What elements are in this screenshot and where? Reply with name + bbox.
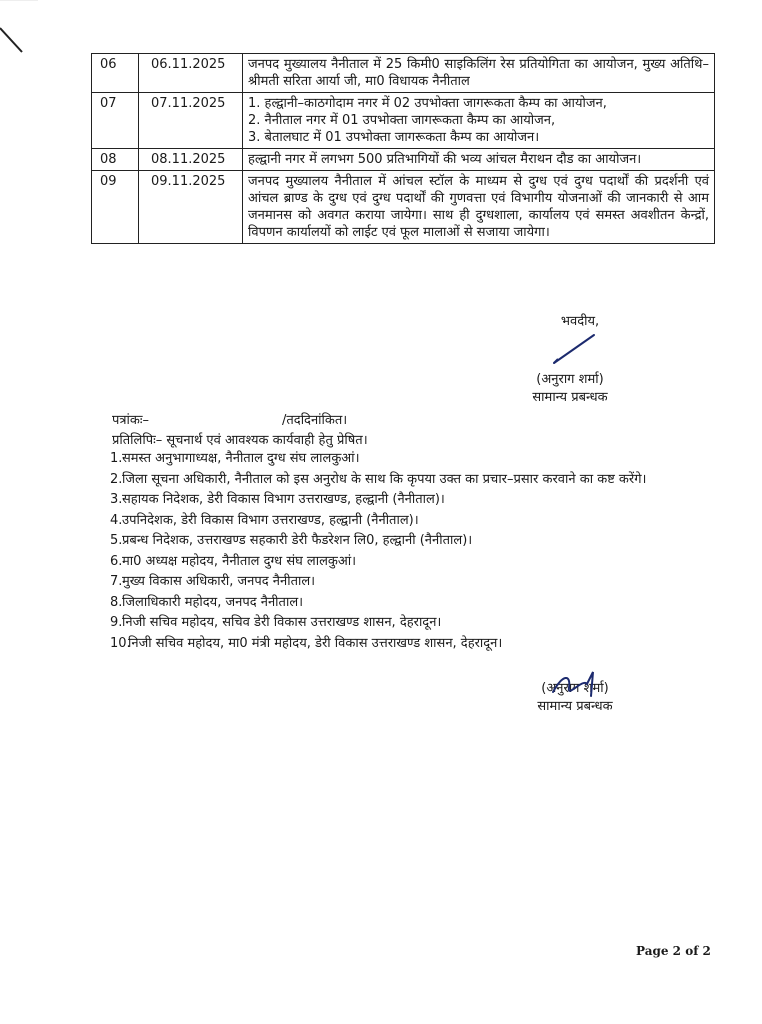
table-row	[92, 93, 715, 149]
list-item-number: 1.	[110, 451, 123, 466]
list-item-number: 5.	[110, 533, 123, 548]
list-item-text: मुख्य विकास अधिकारी, जनपद नैनीताल।	[122, 574, 316, 589]
description-line: 2. नैनीताल नगर में 01 उपभोक्ता जागरूकता कैम्प का आयोजन,	[248, 113, 556, 128]
list-item-number: 8.	[110, 594, 123, 610]
serial-cell: 08	[92, 149, 139, 171]
description-line: जनपद मुख्यालय नैनीताल में 25 किमी0 साइकिलिंग रेस प्रतियोगिता का आयोजन, मुख्य अतिथि– श्रीमती सरिता आर्या जी, मा0 विधायक नैनीताल	[248, 57, 709, 89]
serial-cell: 06	[92, 54, 139, 93]
description-cell	[243, 149, 715, 171]
list-item	[110, 490, 650, 511]
list-item-text: जिला सूचना अधिकारी, नैनीताल को इस अनुरोध के साथ कि कृपया उक्त का प्रचार–प्रसार करवाने का कष्ट करेंगे।	[122, 471, 647, 487]
tadadinankit-label: /तददिनांकित।	[282, 413, 348, 428]
list-item	[110, 531, 650, 552]
list-item-number: 10.	[110, 635, 131, 651]
list-item-number: 7.	[110, 574, 123, 589]
patrank-label: पत्रांकः–	[112, 413, 150, 428]
list-item-number: 9.	[110, 615, 123, 630]
table-row	[92, 54, 715, 93]
list-item	[110, 593, 650, 614]
signoff-top	[500, 313, 640, 407]
table-row	[92, 149, 715, 171]
corner-fold-mark	[0, 0, 40, 60]
description-cell	[243, 93, 715, 149]
description-cell	[243, 54, 715, 93]
list-item-text: सहायक निदेशक, डेरी विकास विभाग उत्तराखण्ड, हल्द्वानी (नैनीताल)।	[122, 492, 445, 507]
list-item	[110, 613, 650, 634]
description-line: हल्द्वानी नगर में लगभग 500 प्रतिभागियों की भव्य आंचल मैराथन दौड का आयोजन।	[248, 152, 642, 167]
date-cell: 09.11.2025	[139, 171, 243, 244]
description-line: 3. बेतालघाट में 01 उपभोक्ता जागरूकता कैम्प का आयोजन।	[248, 130, 540, 145]
events-table	[91, 53, 715, 244]
list-item-text: निजी सचिव महोदय, सचिव डेरी विकास उत्तराखण्ड शासन, देहरादून।	[122, 615, 442, 630]
signer-name: (अनुराग शर्मा)	[536, 372, 604, 387]
list-item	[110, 449, 650, 470]
list-item	[110, 511, 650, 532]
signer-name: (अनुराग शर्मा)	[541, 681, 609, 696]
date-cell: 08.11.2025	[139, 149, 243, 171]
list-item	[110, 470, 650, 491]
table-row	[92, 171, 715, 244]
description-line: जनपद मुख्यालय नैनीताल में आंचल स्टॉल के माध्यम से दुग्ध एवं दुग्ध पदार्थों की प्रदर्शनी एवं आंचल ब्राण्ड के दुग्ध एवं दुग्ध पदार्थों की गुणवत्ता एवं विभागीय योजनाओं की जानकारी से आम जनमानस को अवगत कराया जायेगा। साथ ही दुग्धशाला, कार्यालय एवं समस्त अवशीतन केन्द्रों, विपणन कार्यालयों को लाईट एवं फूल मालाओं से सजाया जायेगा।	[248, 174, 709, 240]
signoff-bottom	[505, 680, 645, 716]
page-number: Page 2 of 2	[636, 944, 711, 958]
list-item	[110, 634, 650, 655]
list-item	[110, 572, 650, 593]
list-item-text: जिलाधिकारी महोदय, जनपद नैनीताल।	[122, 594, 304, 610]
signature-mark	[548, 329, 608, 369]
serial-cell: 07	[92, 93, 139, 149]
recipient-list	[110, 449, 650, 654]
closing-text: भवदीय,	[560, 314, 600, 329]
list-item-text: निजी सचिव महोदय, मा0 मंत्री महोदय, डेरी विकास उत्तराखण्ड शासन, देहरादून।	[128, 635, 503, 651]
list-item-text: प्रबन्ध निदेशक, उत्तराखण्ड सहकारी डेरी फैडरेशन लि0, हल्द्वानी (नैनीताल)।	[122, 533, 473, 548]
description-line: 1. हल्द्वानी–काठगोदाम नगर में 02 उपभोक्ता जागरूकता कैम्प का आयोजन,	[248, 96, 607, 111]
list-item-number: 2.	[110, 471, 123, 487]
date-cell: 06.11.2025	[139, 54, 243, 93]
list-item-number: 4.	[110, 512, 123, 528]
reference-line	[112, 412, 347, 430]
copy-to-header: प्रतिलिपिः– सूचनार्थ एवं आवश्यक कार्यवाही हेतु प्रेषित।	[112, 433, 368, 448]
list-item-text: उपनिदेशक, डेरी विकास विभाग उत्तराखण्ड, हल्द्वानी (नैनीताल)।	[122, 512, 419, 528]
date-cell: 07.11.2025	[139, 93, 243, 149]
description-cell	[243, 171, 715, 244]
serial-cell: 09	[92, 171, 139, 244]
signer-designation: सामान्य प्रबन्धक	[537, 699, 613, 714]
list-item-text: मा0 अध्यक्ष महोदय, नैनीताल दुग्ध संघ लालकुआं।	[122, 553, 357, 569]
list-item-number: 6.	[110, 553, 123, 569]
list-item	[110, 552, 650, 573]
signer-designation: सामान्य प्रबन्धक	[532, 390, 608, 405]
list-item-number: 3.	[110, 492, 123, 507]
signature-mark	[543, 670, 613, 700]
list-item-text: समस्त अनुभागाध्यक्ष, नैनीताल दुग्ध संघ लालकुआं।	[122, 451, 360, 466]
